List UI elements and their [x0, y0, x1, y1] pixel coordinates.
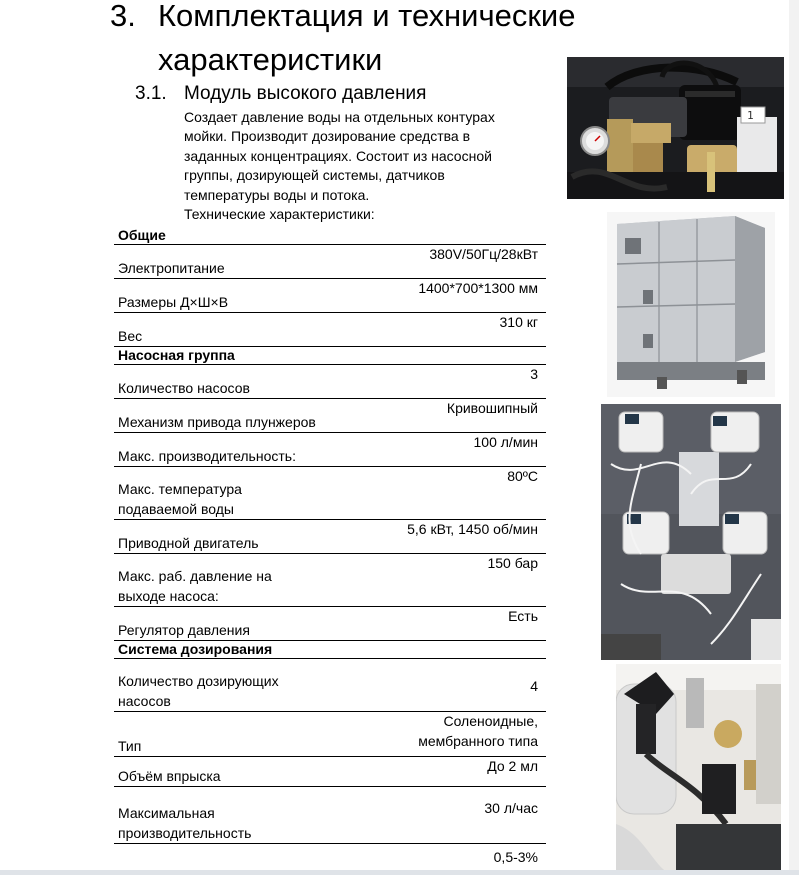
photo-cabinet	[607, 212, 775, 397]
intro-line: группы, дозирующей системы, датчиков	[184, 167, 445, 184]
spec-row	[114, 520, 546, 554]
spec-label: Макс. раб. давление на выходе насоса:	[118, 568, 272, 604]
spec-value: 5,6 кВт, 1450 об/мин	[407, 521, 538, 537]
spec-row	[114, 467, 546, 520]
section-title-line-1: Комплектация и технические	[158, 0, 576, 33]
spec-row	[114, 313, 546, 347]
spec-row	[114, 554, 546, 607]
spec-value: 4	[530, 678, 538, 694]
photo-sensor	[616, 664, 781, 875]
spec-section-header: Насосная группа	[114, 347, 546, 365]
spec-label: Максимальная производительность	[118, 805, 252, 841]
spec-value: 3	[530, 366, 538, 382]
photo-tag: 1	[747, 109, 754, 122]
spec-value: Соленоидные, мембранного типа	[418, 713, 538, 749]
photo-pump-group	[567, 57, 784, 199]
subsection-number: 3.1.	[135, 83, 167, 104]
spec-section-header: Общие	[114, 227, 546, 245]
spec-value: Есть	[508, 608, 538, 624]
subsection-title	[135, 82, 426, 106]
spec-label: Вес	[118, 327, 143, 344]
spec-label: Механизм привода плунжеров	[118, 413, 316, 430]
spec-value: 310 кг	[499, 314, 538, 330]
spec-label: Электропитание	[118, 259, 225, 276]
spec-row	[114, 787, 546, 844]
spec-row	[114, 433, 546, 467]
bottom-edge	[0, 870, 799, 875]
subsection-title-text: Модуль высокого давления	[184, 83, 427, 104]
spec-row	[114, 365, 546, 399]
intro-line: Технические характеристики:	[184, 206, 375, 223]
section-title	[110, 0, 590, 82]
spec-value: 1400*700*1300 мм	[418, 280, 538, 296]
intro-line: Создает давление воды на отдельных контурах	[184, 109, 495, 125]
spec-value: 80ºC	[507, 468, 538, 484]
spec-row	[114, 659, 546, 712]
spec-value: Кривошипный	[446, 400, 538, 416]
spec-label: Количество насосов	[118, 379, 250, 396]
spec-label: Приводной двигатель	[118, 534, 259, 551]
section-number: 3.	[110, 0, 136, 33]
spec-value: 0,5-3%	[493, 849, 538, 865]
photo-dosing-pumps	[601, 404, 781, 660]
spec-table	[114, 227, 546, 874]
intro-line: заданных концентрациях. Состоит из насосной	[184, 147, 492, 164]
intro-line: температуры воды и потока.	[184, 186, 370, 203]
spec-row	[114, 712, 546, 757]
spec-row	[114, 245, 546, 279]
spec-label: Тип	[118, 737, 142, 754]
spec-row	[114, 607, 546, 641]
spec-label: Объём впрыска	[118, 767, 221, 784]
intro-line: мойки. Производит дозирование средства в	[184, 128, 471, 145]
spec-label: Макс. температура подаваемой воды	[118, 481, 242, 517]
spec-section-header: Система дозирования	[114, 641, 546, 659]
spec-label: Регулятор давления	[118, 621, 250, 638]
spec-row	[114, 757, 546, 787]
spec-row	[114, 279, 546, 313]
spec-value: 150 бар	[487, 555, 538, 571]
spec-label: Количество дозирующих насосов	[118, 673, 279, 709]
spec-label: Размеры Д×Ш×В	[118, 293, 229, 310]
spec-value: 100 л/мин	[473, 434, 538, 450]
spec-value: 380V/50Гц/28кВт	[429, 246, 538, 262]
spec-value: До 2 мл	[487, 758, 538, 774]
vertical-scrollbar[interactable]	[789, 0, 799, 875]
section-title-line-2: характеристики	[158, 42, 383, 77]
intro-paragraph	[184, 108, 554, 224]
spec-value: 30 л/час	[484, 800, 538, 816]
spec-row	[114, 399, 546, 433]
spec-label: Макс. производительность:	[118, 447, 296, 464]
